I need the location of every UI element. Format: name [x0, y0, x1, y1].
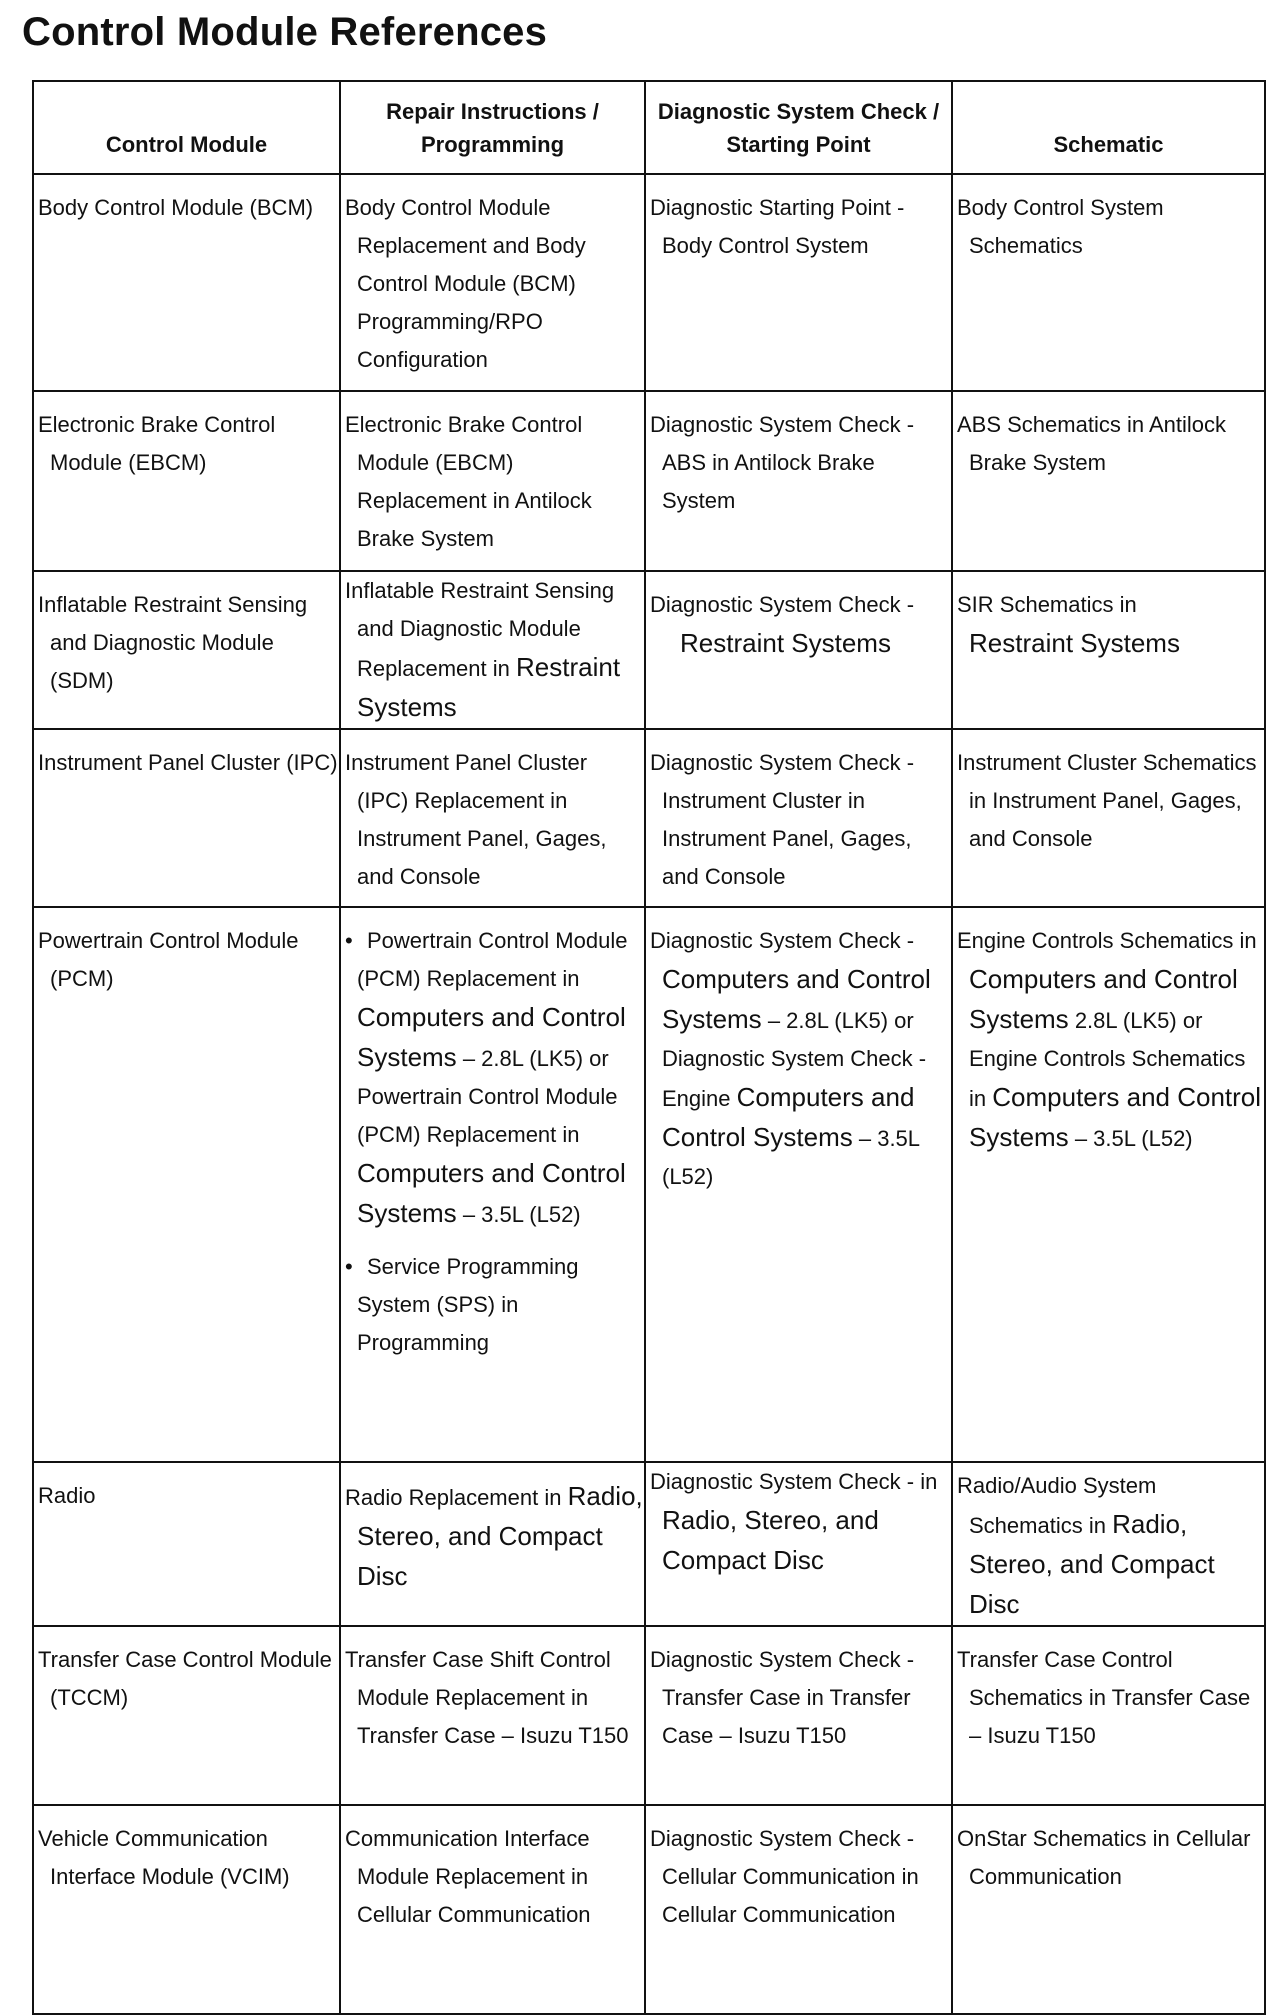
cell-control-module — [33, 729, 340, 907]
diagnostic-text: Diagnostic System Check - — [650, 928, 915, 953]
schematic-text: – 3.5L (L52) — [1074, 1126, 1193, 1151]
cell-diagnostic — [645, 391, 952, 571]
cell-control-module — [33, 174, 340, 391]
cell-schematic — [952, 174, 1265, 391]
table-row — [33, 729, 1265, 907]
diagnostic-link[interactable]: Diagnostic System Check - ABS in Antilock Brake System — [650, 412, 915, 513]
bullet-icon: • — [345, 1254, 353, 1279]
repair-manual-section-link[interactable]: Restraint Systems — [357, 652, 621, 722]
schematic-text: SIR Schematics in — [957, 592, 1137, 617]
module-name: Body Control Module (BCM) — [38, 195, 314, 220]
module-name: Instrument Panel Cluster (IPC) — [38, 750, 338, 775]
cell-repair — [340, 729, 645, 907]
diagnostic-link[interactable] — [648, 1463, 951, 1581]
repair-bullet-item — [343, 1248, 644, 1362]
header-control-module: Control Module — [33, 81, 340, 174]
repair-text: Powertrain Control Module (PCM) Replacement in — [357, 928, 628, 991]
schematic-manual-section-link[interactable]: Restraint Systems — [969, 628, 1180, 658]
table-row — [33, 907, 1265, 1462]
cell-diagnostic — [645, 1805, 952, 2014]
schematic-text: 2.8L (LK5) or Engine Controls Schematics in — [969, 1008, 1246, 1111]
cell-control-module — [33, 1805, 340, 2014]
diagnostic-text: Diagnostic System Check - — [650, 592, 915, 617]
repair-link[interactable]: Service Programming System (SPS) in Programming — [357, 1254, 579, 1355]
repair-text: – 3.5L (L52) — [462, 1202, 581, 1227]
repair-link[interactable]: Communication Interface Module Replacement in Cellular Communication — [345, 1826, 591, 1927]
cell-control-module — [33, 391, 340, 571]
diagnostic-link[interactable]: Diagnostic System Check - Cellular Communication in Cellular Communication — [650, 1826, 919, 1927]
repair-link[interactable] — [343, 572, 644, 728]
repair-link[interactable]: Electronic Brake Control Module (EBCM) Replacement in Antilock Brake System — [345, 412, 592, 551]
cell-diagnostic — [645, 174, 952, 391]
repair-link[interactable] — [343, 1477, 644, 1597]
cell-repair — [340, 1626, 645, 1805]
repair-manual-section-link[interactable]: Radio, Stereo, and Compact Disc — [357, 1481, 643, 1591]
diagnostic-link[interactable]: Diagnostic Starting Point - Body Control System — [650, 195, 905, 258]
cell-repair — [340, 571, 645, 729]
diagnostic-link[interactable]: Diagnostic System Check - Instrument Cluster in Instrument Panel, Gages, and Console — [650, 750, 915, 889]
schematic-link[interactable]: Instrument Cluster Schematics in Instrument Panel, Gages, and Console — [957, 750, 1257, 851]
schematic-link[interactable] — [955, 586, 1264, 664]
diagnostic-text: – 3.5L (L52) — [662, 1126, 920, 1189]
cell-diagnostic — [645, 729, 952, 907]
table-row — [33, 1462, 1265, 1626]
cell-control-module — [33, 1462, 340, 1626]
table-row — [33, 174, 1265, 391]
cell-repair — [340, 907, 645, 1462]
header-diagnostic-check: Diagnostic System Check / Starting Point — [645, 81, 952, 174]
header-schematic: Schematic — [952, 81, 1265, 174]
repair-manual-section-link[interactable]: Computers and Control Systems — [357, 1158, 626, 1228]
cell-repair — [340, 1805, 645, 2014]
cell-schematic — [952, 1626, 1265, 1805]
schematic-manual-section-link[interactable]: Computers and Control Systems — [969, 1082, 1262, 1152]
cell-schematic — [952, 1805, 1265, 2014]
schematic-manual-section-link[interactable]: Computers and Control Systems — [969, 964, 1238, 1034]
table-row — [33, 1626, 1265, 1805]
schematic-link[interactable]: Body Control System Schematics — [957, 195, 1164, 258]
repair-text: Inflatable Restraint Sensing and Diagnostic Module Replacement in — [345, 578, 615, 681]
cell-schematic — [952, 1462, 1265, 1626]
diagnostic-manual-section-link[interactable]: Radio, Stereo, and Compact Disc — [662, 1505, 879, 1575]
repair-manual-section-link[interactable]: Computers and Control Systems — [357, 1002, 626, 1072]
diagnostic-manual-section-link[interactable]: Computers and Control Systems — [662, 1082, 915, 1152]
cell-repair — [340, 1462, 645, 1626]
repair-link[interactable]: Body Control Module Replacement and Body Control Module (BCM) Programming/RPO Configuration — [345, 195, 586, 372]
cell-control-module — [33, 1626, 340, 1805]
repair-text: Radio Replacement in — [345, 1485, 562, 1510]
cell-diagnostic — [645, 1626, 952, 1805]
cell-schematic — [952, 571, 1265, 729]
module-name: Vehicle Communication Interface Module (VCIM) — [38, 1826, 290, 1889]
header-repair-instructions: Repair Instructions / Programming — [340, 81, 645, 174]
cell-schematic — [952, 907, 1265, 1462]
cell-diagnostic — [645, 1462, 952, 1626]
control-module-references-table — [32, 80, 1266, 2015]
cell-control-module — [33, 907, 340, 1462]
cell-diagnostic — [645, 571, 952, 729]
cell-diagnostic — [645, 907, 952, 1462]
diagnostic-link[interactable]: Diagnostic System Check - Transfer Case in Transfer Case – Isuzu T150 — [650, 1647, 915, 1748]
page-title: Control Module References — [22, 10, 548, 54]
repair-bullet-item — [343, 922, 644, 1234]
schematic-link[interactable]: Transfer Case Control Schematics in Transfer Case – Isuzu T150 — [957, 1647, 1251, 1748]
cell-repair — [340, 174, 645, 391]
repair-text: – 2.8L (LK5) or Powertrain Control Module (PCM) Replacement in — [357, 1046, 618, 1147]
schematic-link[interactable]: OnStar Schematics in Cellular Communication — [957, 1826, 1251, 1889]
table-row — [33, 571, 1265, 729]
repair-link[interactable]: Instrument Panel Cluster (IPC) Replacement in Instrument Panel, Gages, and Console — [345, 750, 607, 889]
table-row — [33, 391, 1265, 571]
cell-repair — [340, 391, 645, 571]
diagnostic-manual-section-link[interactable]: Restraint Systems — [680, 628, 891, 658]
module-name: Inflatable Restraint Sensing and Diagnostic Module (SDM) — [38, 592, 308, 693]
schematic-text: Radio/Audio System Schematics in — [957, 1473, 1157, 1538]
diagnostic-link[interactable] — [648, 586, 951, 664]
diagnostic-text: Diagnostic System Check - in — [650, 1469, 938, 1494]
diagnostic-link[interactable] — [648, 922, 951, 1196]
schematic-link[interactable] — [955, 922, 1264, 1158]
cell-schematic — [952, 391, 1265, 571]
module-name: Radio — [38, 1483, 96, 1508]
cell-schematic — [952, 729, 1265, 907]
repair-link[interactable]: Transfer Case Shift Control Module Replacement in Transfer Case – Isuzu T150 — [345, 1647, 629, 1748]
module-name: Transfer Case Control Module (TCCM) — [38, 1647, 332, 1710]
diagnostic-text: – 2.8L (LK5) or Diagnostic System Check - Engine — [662, 1008, 927, 1111]
module-name: Electronic Brake Control Module (EBCM) — [38, 412, 276, 475]
schematic-text: Engine Controls Schematics in — [957, 928, 1257, 953]
module-name: Powertrain Control Module (PCM) — [38, 928, 299, 991]
diagnostic-manual-section-link[interactable]: Computers and Control Systems — [662, 964, 931, 1034]
schematic-link[interactable] — [955, 1467, 1264, 1625]
cell-control-module — [33, 571, 340, 729]
schematic-manual-section-link[interactable]: Radio, Stereo, and Compact Disc — [969, 1509, 1215, 1619]
schematic-link[interactable]: ABS Schematics in Antilock Brake System — [957, 412, 1227, 475]
bullet-icon: • — [345, 928, 353, 953]
table-row — [33, 1805, 1265, 2014]
table-header-row — [33, 81, 1265, 174]
